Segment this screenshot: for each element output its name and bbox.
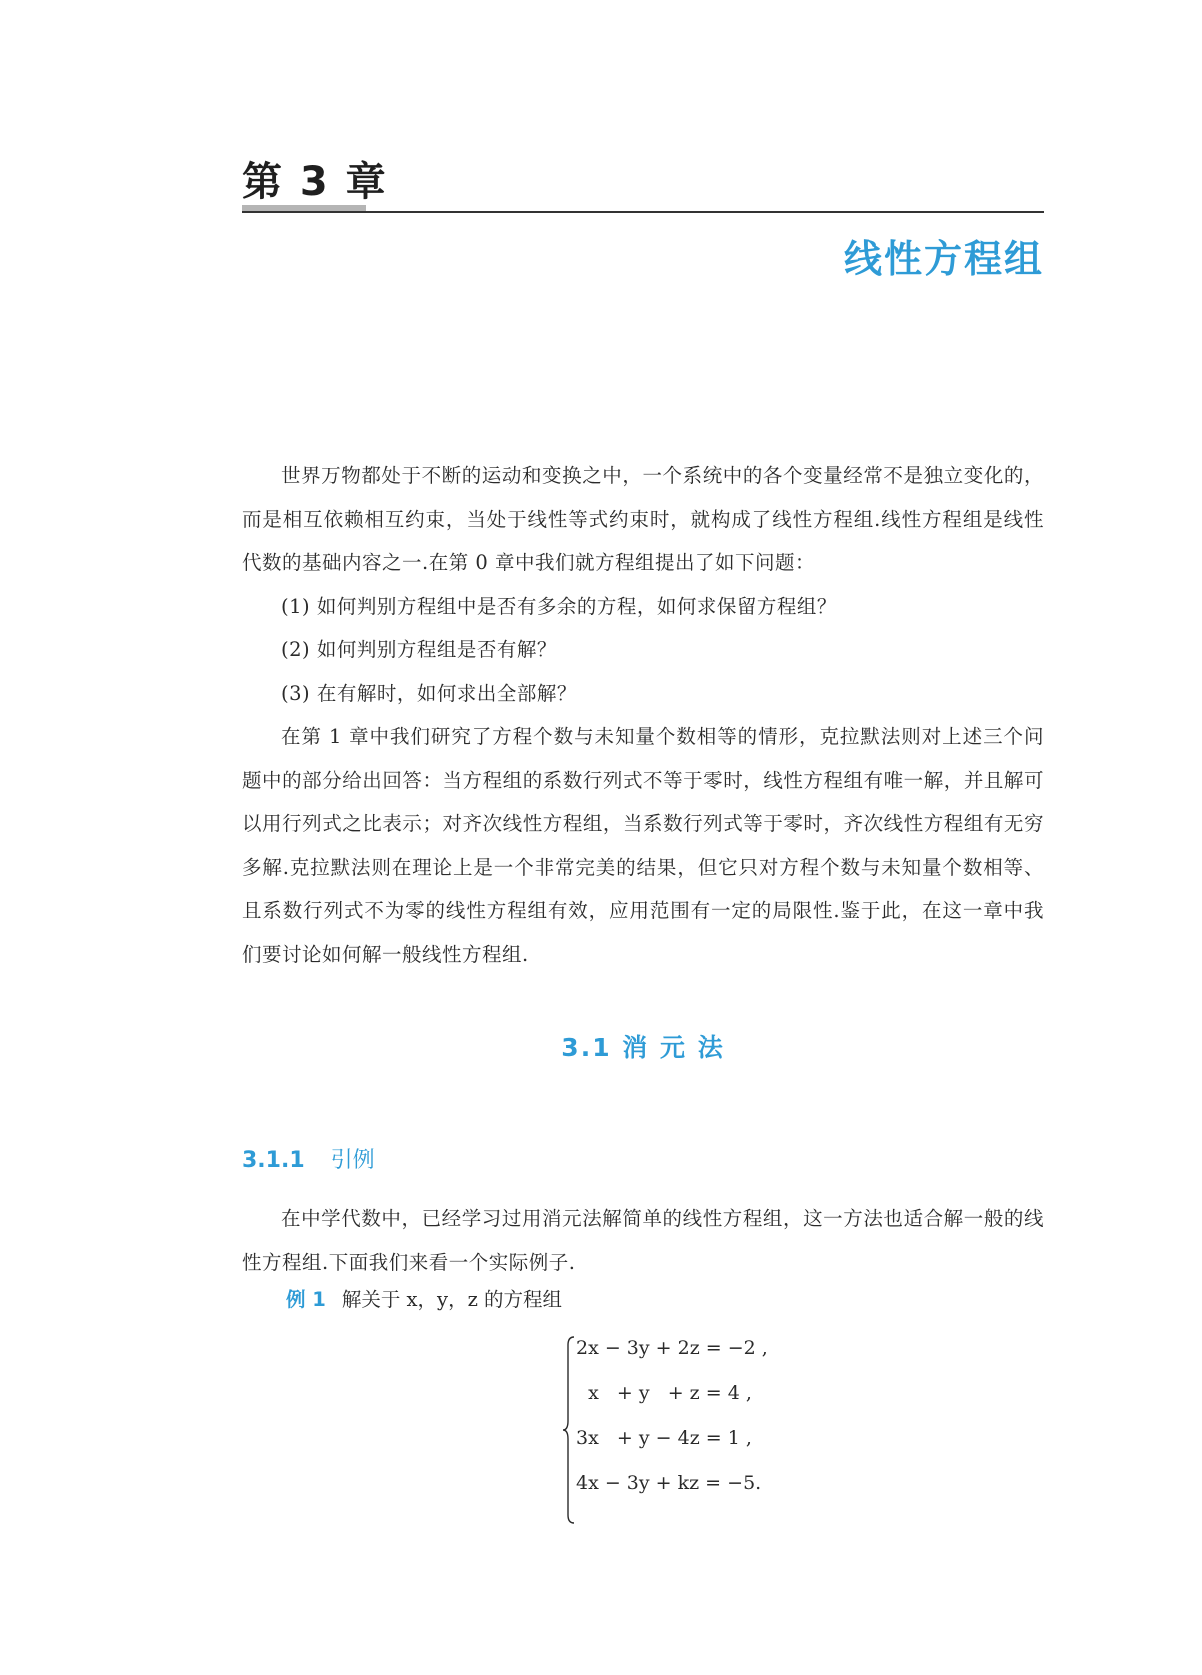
example-label: 例 1 — [286, 1288, 326, 1311]
left-brace — [562, 1335, 576, 1525]
chapter-underline — [242, 211, 1044, 213]
subsection-number: 3.1.1 — [242, 1148, 305, 1173]
chapter-title: 线性方程组 — [843, 237, 1044, 281]
equation-2: x + y + z = 4 , — [576, 1382, 752, 1404]
intro-text — [242, 454, 1044, 976]
subsection-title: 引例 — [330, 1148, 375, 1173]
question-3: (3) 在有解时，如何求出全部解？ — [281, 681, 577, 705]
section-title: 3.1 消 元 法 — [561, 1033, 725, 1062]
example-text: 解关于 x，y，z 的方程组 — [341, 1288, 563, 1311]
intro-paragraph-2: 在第 1 章中我们研究了方程个数与未知量个数相等的情形，克拉默法则对上述三个问题中的部分给出回答：当方程组的系数行列式不等于零时，线性方程组有唯一解，并且解可以用行列式之比表示；对齐次线性方程组，当系数行列式等于零时，齐次线性方程组有无穷多解.克拉默法则在理论上是一个非常完美的结果，但它只对方程个数与未知量个数相等、且系数行列式不为零的线性方程组有效，应用范围有一定的局限性.鉴于此，在这一章中我们要讨论如何解一般线性方程组. — [242, 725, 1044, 966]
equation-1: 2x − 3y + 2z = −2 , — [576, 1337, 768, 1359]
example-line — [286, 1284, 562, 1312]
subsection-heading — [242, 1143, 375, 1174]
equation-system — [562, 1335, 768, 1525]
intro-paragraph-1: 世界万物都处于不断的运动和变换之中，一个系统中的各个变量经常不是独立变化的，而是相互依赖相互约束，当处于线性等式约束时，就构成了线性方程组.线性方程组是线性代数的基础内容之一.在第 0 章中我们就方程组提出了如下问题： — [242, 464, 1044, 574]
equation-3: 3x + y − 4z = 1 , — [576, 1427, 752, 1449]
question-1: (1) 如何判别方程组中是否有多余的方程，如何求保留方程组？ — [281, 594, 837, 618]
chapter-label: 第 3 章 — [242, 159, 388, 205]
equation-4: 4x − 3y + kz = −5. — [576, 1472, 762, 1494]
lead-paragraph: 在中学代数中，已经学习过用消元法解简单的线性方程组，这一方法也适合解一般的线性方程组.下面我们来看一个实际例子. — [242, 1207, 1044, 1274]
lead-text — [242, 1197, 1044, 1284]
question-2: (2) 如何判别方程组是否有解？ — [281, 638, 557, 661]
